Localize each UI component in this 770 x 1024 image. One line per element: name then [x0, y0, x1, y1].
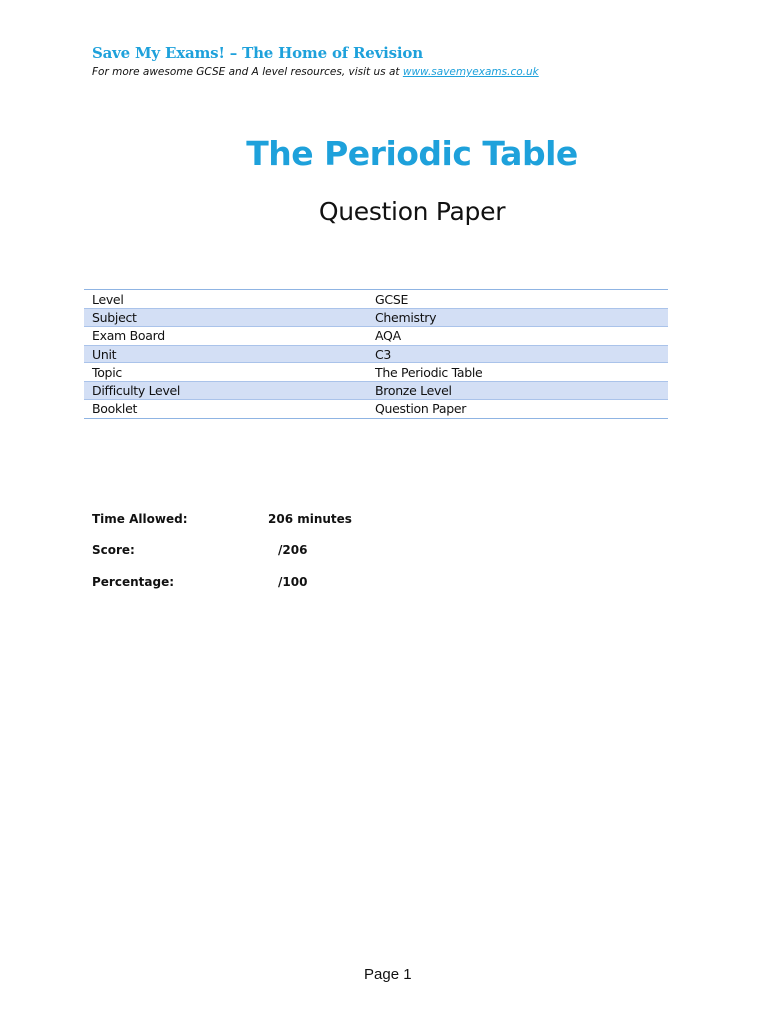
document-title: The Periodic Table	[246, 134, 578, 173]
page-number: Page 1	[364, 966, 412, 983]
info-key: Booklet	[92, 401, 138, 417]
document-subtitle: Question Paper	[318, 197, 506, 226]
time-allowed-value: 206 minutes	[268, 512, 352, 526]
info-key: Difficulty Level	[92, 383, 181, 399]
info-key: Unit	[92, 346, 117, 362]
brand-heading: Save My Exams! – The Home of Revision	[92, 44, 423, 62]
info-value: Bronze Level	[375, 383, 452, 399]
info-value: Question Paper	[375, 401, 467, 417]
info-table	[84, 289, 668, 419]
info-row-exam-board	[84, 327, 668, 345]
info-row-topic	[84, 363, 668, 381]
info-value: The Periodic Table	[375, 364, 483, 380]
score-value: /206	[278, 543, 308, 557]
info-value: AQA	[375, 328, 401, 344]
percentage-label: Percentage:	[92, 575, 175, 589]
info-row-unit	[84, 345, 668, 363]
info-row-booklet	[84, 400, 668, 418]
info-key: Subject	[92, 309, 137, 325]
score-label: Score:	[92, 543, 135, 557]
info-row-difficulty	[84, 381, 668, 399]
info-key: Level	[92, 291, 124, 307]
info-row-subject	[84, 308, 668, 326]
info-value: C3	[375, 346, 392, 362]
info-value: GCSE	[375, 291, 409, 307]
brand-tagline	[92, 66, 539, 78]
info-row-level	[84, 290, 668, 308]
info-key: Exam Board	[92, 328, 165, 344]
info-value: Chemistry	[375, 309, 437, 325]
website-link[interactable]: www.savemyexams.co.uk	[402, 66, 539, 78]
time-allowed-label: Time Allowed:	[92, 512, 188, 526]
percentage-value: /100	[278, 575, 308, 589]
tagline-text: For more awesome GCSE and A level resources, visit us at	[92, 66, 403, 78]
info-key: Topic	[92, 364, 122, 380]
